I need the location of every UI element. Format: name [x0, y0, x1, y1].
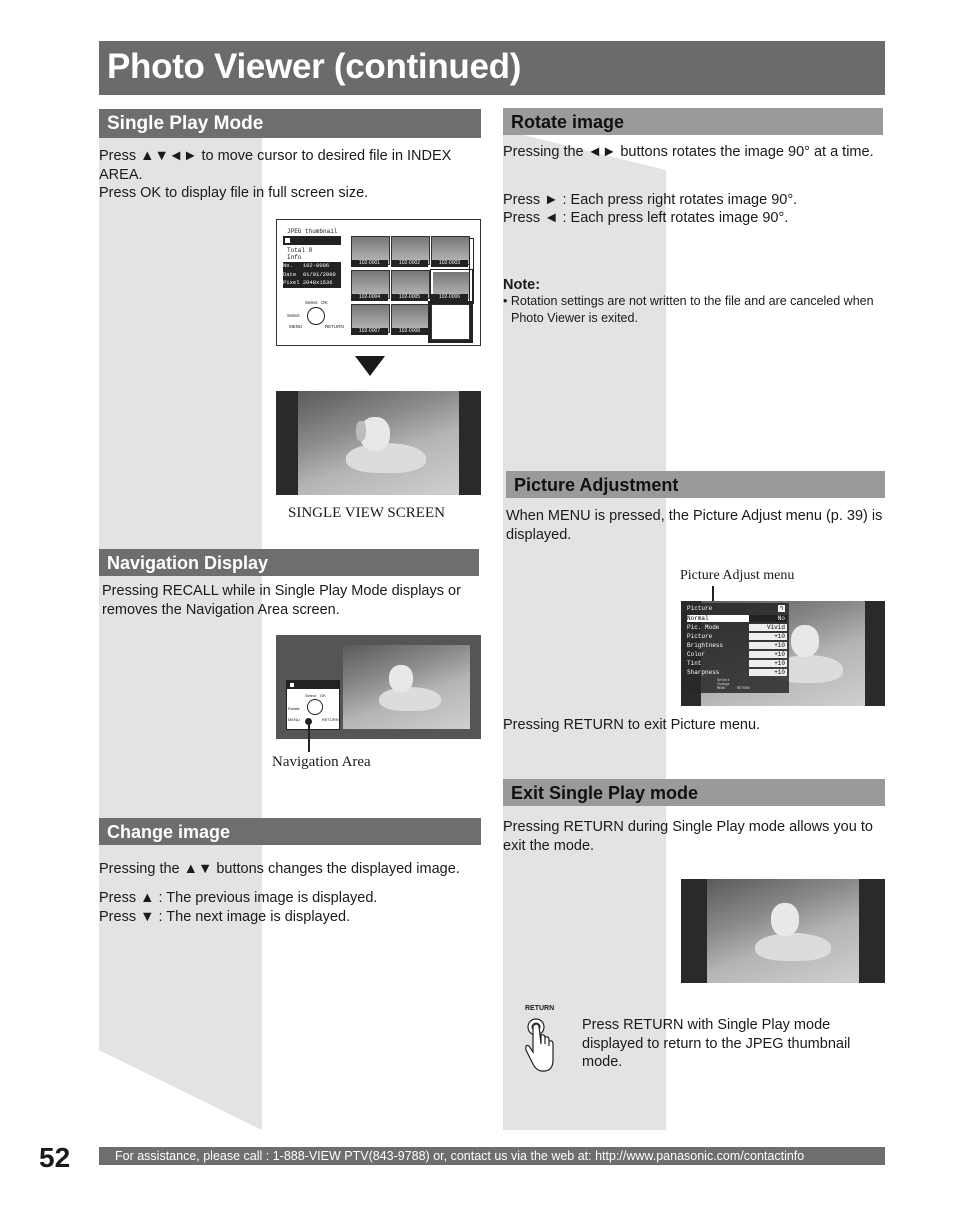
- pa-footer-select: Select: [717, 679, 730, 683]
- dog-photo: [298, 391, 459, 495]
- rotate-image-heading-text: Rotate image: [511, 112, 625, 132]
- pa-row-sharpness[interactable]: [687, 669, 787, 676]
- pa-row-picture[interactable]: [687, 633, 787, 640]
- pa-row-pic-mode-label: Pic. Mode: [687, 624, 720, 631]
- thumb-label-4: 102-0004: [351, 294, 388, 301]
- pa-row-normal-value: No: [749, 615, 787, 622]
- navigation-area-pointer-dot: [305, 718, 312, 725]
- info-no-label: No.: [283, 262, 293, 269]
- thumb-label-8: 102-0008: [391, 328, 428, 335]
- note-label: Note:: [503, 277, 541, 293]
- footer-bar: [99, 1147, 885, 1165]
- left-background-panel: [99, 130, 262, 1130]
- nav-return-label: RETURN: [325, 324, 344, 329]
- thumb-empty: [431, 304, 470, 340]
- pa-row-pic-mode-value: Vivid: [749, 624, 787, 631]
- return-press-text: Press RETURN with Single Play mode displayed to return to the JPEG thumbnail mode.: [582, 1017, 851, 1070]
- nav-dog-body: [379, 687, 441, 711]
- thumbnail-header-bar: [283, 236, 341, 245]
- nav-ok-label: OK: [321, 300, 328, 305]
- change-image-line3: Press ▼ : The next image is displayed.: [99, 909, 351, 925]
- single-play-heading: [99, 109, 481, 138]
- navigation-display-heading-text: Navigation Display: [107, 553, 269, 573]
- nav-area-select: Select: [305, 693, 317, 698]
- nav-area-rotate: Rotate: [288, 706, 300, 711]
- exit-dog-photo: [707, 879, 859, 983]
- page-title: Photo Viewer (continued): [107, 47, 522, 86]
- thumbnail-info-box: [283, 262, 341, 288]
- pa-row-picture-value: +10: [749, 633, 787, 640]
- rotate-line3: Press ◄ : Each press left rotates image 90°.: [503, 210, 789, 226]
- thumbnail-scrollbar[interactable]: [469, 238, 474, 304]
- pa-row-brightness-label: Brightness: [687, 642, 724, 649]
- thumbnail-info: Info: [287, 254, 302, 261]
- thumb-label-3: 102-0003: [431, 260, 468, 267]
- nav-area-ok: OK: [320, 693, 326, 698]
- pa-row-tint[interactable]: [687, 660, 787, 667]
- pa-menu-footer: [703, 679, 773, 691]
- pa-row-pic-mode[interactable]: [687, 624, 787, 631]
- navigation-display-heading: [99, 549, 479, 576]
- picture-adjust-caption: Picture Adjust menu: [680, 568, 795, 583]
- navigation-area-panel: [286, 680, 340, 730]
- rotate-line1: Pressing the ◄► buttons rotates the image 90° at a time.: [503, 144, 874, 160]
- page-number: 52: [39, 1142, 71, 1173]
- footer-text: For assistance, please call : 1-888-VIEW PTV(843-9788) or, contact us via the web at: http://www.panasonic.com/contactinfo: [115, 1149, 805, 1163]
- info-pixel-label: Pixel: [283, 279, 300, 286]
- dog-ear: [356, 421, 366, 441]
- single-play-line2: Press OK to display file in full screen size.: [99, 185, 369, 201]
- pa-dog-head: [791, 625, 819, 657]
- single-play-line1: Press ▲▼◄► to move cursor to desired file in INDEX AREA.: [99, 148, 452, 183]
- rotate-line2: Press ► : Each press right rotates image 90°.: [503, 192, 798, 208]
- exit-dog-body: [755, 933, 831, 961]
- pa-menu-title-text: Picture: [687, 605, 713, 612]
- thumb-label-2: 102-0002: [391, 260, 428, 267]
- thumbnail-title: JPEG thumbnail: [287, 228, 338, 235]
- exit-single-heading: [503, 779, 885, 806]
- pa-row-brightness[interactable]: [687, 642, 787, 649]
- navigation-display-text: Pressing RECALL while in Single Play Mode displays or removes the Navigation Area screen.: [102, 583, 461, 618]
- nav-area-header: [287, 681, 339, 689]
- picture-adjustment-heading-text: Picture Adjustment: [514, 475, 679, 495]
- change-image-heading: [99, 818, 481, 845]
- pa-row-sharpness-label: Sharpness: [687, 669, 720, 676]
- rotate-image-heading: [503, 108, 883, 135]
- exit-screen: [681, 879, 885, 983]
- info-no-value: 102-0006: [302, 262, 330, 269]
- return-button-icon[interactable]: [519, 1016, 559, 1074]
- pa-row-sharpness-value: +10: [749, 669, 787, 676]
- exit-dog-head: [771, 903, 799, 936]
- pa-row-tint-label: Tint: [687, 660, 702, 667]
- nav-dog-photo: [343, 645, 470, 729]
- thumb-label-7: 102-0007: [351, 328, 388, 335]
- thumbnail-header-box: [285, 238, 290, 243]
- pa-row-color-label: Color: [687, 651, 706, 658]
- nav-area-header-box: [290, 683, 294, 687]
- pa-row-picture-label: Picture: [687, 633, 713, 640]
- dog-body: [346, 443, 426, 473]
- pa-row-normal-label: Normal: [687, 615, 709, 622]
- single-view-caption: SINGLE VIEW SCREEN: [288, 505, 445, 521]
- thumbnail-total: Total 8: [287, 247, 313, 254]
- pa-row-normal[interactable]: [687, 615, 787, 622]
- down-arrow-icon: [355, 356, 385, 376]
- thumbnail-nav-wheel: [287, 300, 344, 330]
- note-text: • Rotation settings are not written to the file and are canceled when Photo Viewer is exited.: [503, 294, 874, 325]
- change-image-line2: Press ▲ : The previous image is displayed.: [99, 890, 378, 906]
- jpeg-thumbnail-screen: [276, 219, 481, 346]
- picture-adjust-menu: [683, 603, 789, 693]
- info-pixel-value: 2048x1536: [302, 279, 333, 286]
- picture-adjustment-heading: [506, 471, 885, 498]
- nav-wheel-circle: [307, 307, 325, 325]
- pa-row-color[interactable]: [687, 651, 787, 658]
- pa-row-brightness-value: +10: [749, 642, 787, 649]
- pa-menu-title: [687, 605, 787, 612]
- picture-adjust-screen: [681, 601, 885, 706]
- pa-row-color-value: +10: [749, 651, 787, 658]
- change-image-heading-text: Change image: [107, 822, 231, 842]
- nav-dog-head: [389, 665, 413, 692]
- picture-adjust-after: Pressing RETURN to exit Picture menu.: [503, 717, 761, 733]
- return-label: RETURN: [525, 1005, 555, 1012]
- nav-select2-label: Select: [287, 313, 300, 318]
- page-title-bar: [99, 41, 885, 95]
- thumbnail-grid: [351, 236, 469, 340]
- nav-menu-label: MENU: [289, 324, 303, 329]
- navigation-area-caption: Navigation Area: [272, 754, 371, 770]
- info-date-label: Date: [283, 270, 297, 278]
- nav-area-return: RETURN: [322, 717, 339, 722]
- thumb-label-6: 102-0006: [431, 294, 468, 301]
- exit-single-heading-text: Exit Single Play mode: [511, 783, 699, 803]
- hand-press-icon: [519, 1016, 559, 1074]
- thumb-label-5: 102-0005: [391, 294, 428, 301]
- info-date-value: 01/01/2000: [302, 270, 336, 278]
- nav-area-wheel: [307, 699, 323, 715]
- pa-footer-change: Change: [717, 683, 730, 687]
- nav-area-menu: MENU: [288, 717, 300, 722]
- pa-row-tint-value: +10: [749, 660, 787, 667]
- picture-adjustment-text: When MENU is pressed, the Picture Adjust menu (p. 39) is displayed.: [506, 508, 883, 543]
- pa-footer-menu: MENU: [717, 687, 726, 691]
- single-play-heading-text: Single Play Mode: [107, 113, 264, 134]
- thumb-label-1: 102-0001: [351, 260, 388, 267]
- nav-select-label: Select: [305, 300, 318, 305]
- return-icon: ↰: [779, 605, 784, 612]
- single-view-screen: [276, 391, 481, 495]
- pa-footer-return: RETURN: [737, 687, 750, 691]
- change-image-line1: Pressing the ▲▼ buttons changes the displayed image.: [99, 861, 460, 877]
- exit-single-text: Pressing RETURN during Single Play mode allows you to exit the mode.: [503, 819, 873, 854]
